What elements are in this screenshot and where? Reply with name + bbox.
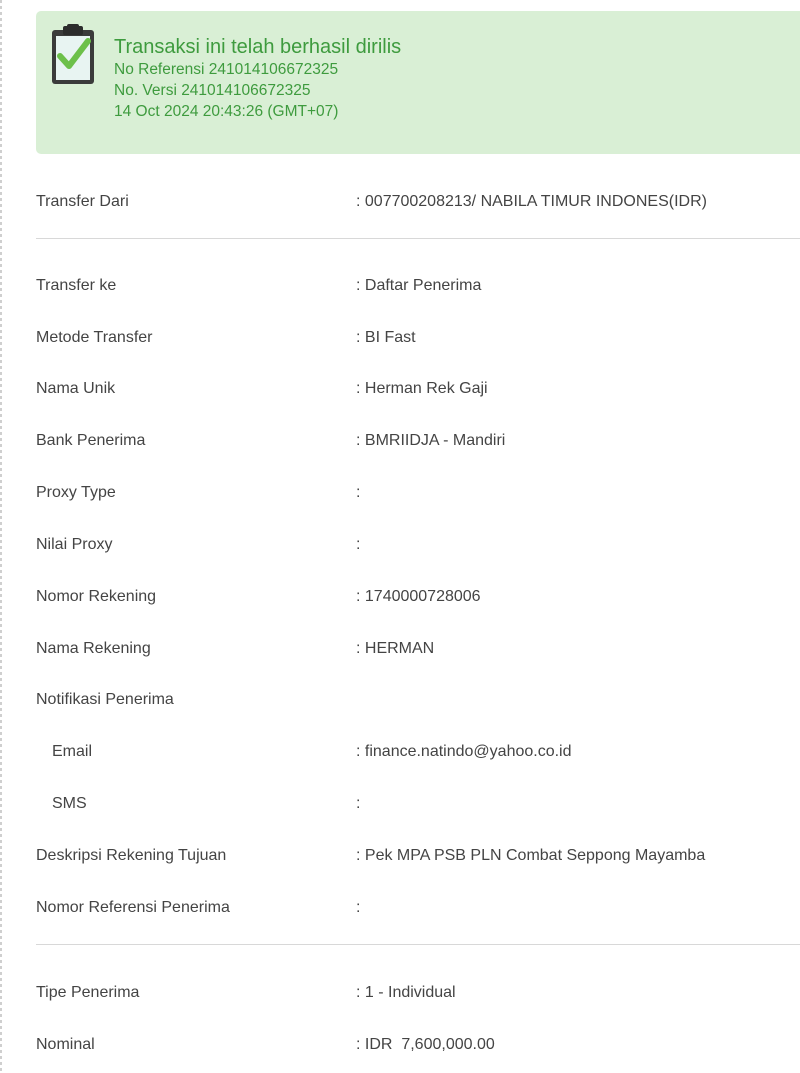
label-transfer-from: Transfer Dari <box>36 193 129 210</box>
value-recipient-bank: : BMRIIDJA - Mandiri <box>356 432 506 449</box>
row-transfer-from <box>0 190 800 214</box>
label-unique-name: Nama Unik <box>36 380 116 397</box>
success-banner <box>36 11 800 154</box>
row-proxy-value <box>0 533 800 557</box>
row-account-number <box>0 585 800 609</box>
label-recipient-type: Tipe Penerima <box>36 984 140 1001</box>
row-recipient-bank <box>0 429 800 453</box>
section-divider <box>36 944 800 945</box>
row-recipient-type <box>0 981 800 1005</box>
value-transfer-method: : BI Fast <box>356 329 416 346</box>
label-transfer-to: Transfer ke <box>36 277 117 294</box>
value-account-name: : HERMAN <box>356 640 435 657</box>
value-destination-description: : Pek MPA PSB PLN Combat Seppong Mayamba <box>356 847 706 864</box>
label-nominal: Nominal <box>36 1036 95 1053</box>
label-notification-email: Email <box>52 743 93 760</box>
value-proxy-value: : <box>356 536 361 553</box>
value-recipient-type: : 1 - Individual <box>356 984 456 1001</box>
row-notification-email <box>0 740 800 764</box>
banner-timestamp: 14 Oct 2024 20:43:26 (GMT+07) <box>114 103 339 120</box>
row-account-name <box>0 637 800 661</box>
label-recipient-notification: Notifikasi Penerima <box>36 691 174 708</box>
value-recipient-reference: : <box>356 899 361 916</box>
label-account-name: Nama Rekening <box>36 640 151 657</box>
label-recipient-bank: Bank Penerima <box>36 432 146 449</box>
clipboard-check-icon <box>49 23 97 87</box>
label-recipient-reference: Nomor Referensi Penerima <box>36 899 230 916</box>
section-divider <box>36 238 800 239</box>
value-transfer-to: : Daftar Penerima <box>356 277 482 294</box>
value-notification-email: : finance.natindo@yahoo.co.id <box>356 743 572 760</box>
value-notification-sms: : <box>356 795 361 812</box>
row-recipient-reference <box>0 896 800 920</box>
value-account-number: : 1740000728006 <box>356 588 481 605</box>
label-proxy-value: Nilai Proxy <box>36 536 113 553</box>
banner-title: Transaksi ini telah berhasil dirilis <box>114 36 402 58</box>
row-transfer-method <box>0 326 800 350</box>
banner-version-number: No. Versi 241014106672325 <box>114 82 311 99</box>
row-proxy-type <box>0 481 800 505</box>
label-transfer-method: Metode Transfer <box>36 329 153 346</box>
row-recipient-notification <box>0 688 800 712</box>
row-nominal <box>0 1033 800 1057</box>
label-proxy-type: Proxy Type <box>36 484 116 501</box>
value-unique-name: : Herman Rek Gaji <box>356 380 488 397</box>
label-notification-sms: SMS <box>52 795 87 812</box>
row-notification-sms <box>0 792 800 816</box>
label-account-number: Nomor Rekening <box>36 588 157 605</box>
banner-reference-number: No Referensi 241014106672325 <box>114 61 339 78</box>
row-unique-name <box>0 377 800 401</box>
value-nominal: : IDR 7,600,000.00 <box>356 1036 495 1053</box>
banner-text <box>114 35 401 122</box>
value-proxy-type: : <box>356 484 361 501</box>
value-transfer-from: : 007700208213/ NABILA TIMUR INDONES(IDR) <box>356 193 707 210</box>
row-transfer-to <box>0 274 800 298</box>
label-destination-description: Deskripsi Rekening Tujuan <box>36 847 227 864</box>
row-destination-description <box>0 844 800 868</box>
